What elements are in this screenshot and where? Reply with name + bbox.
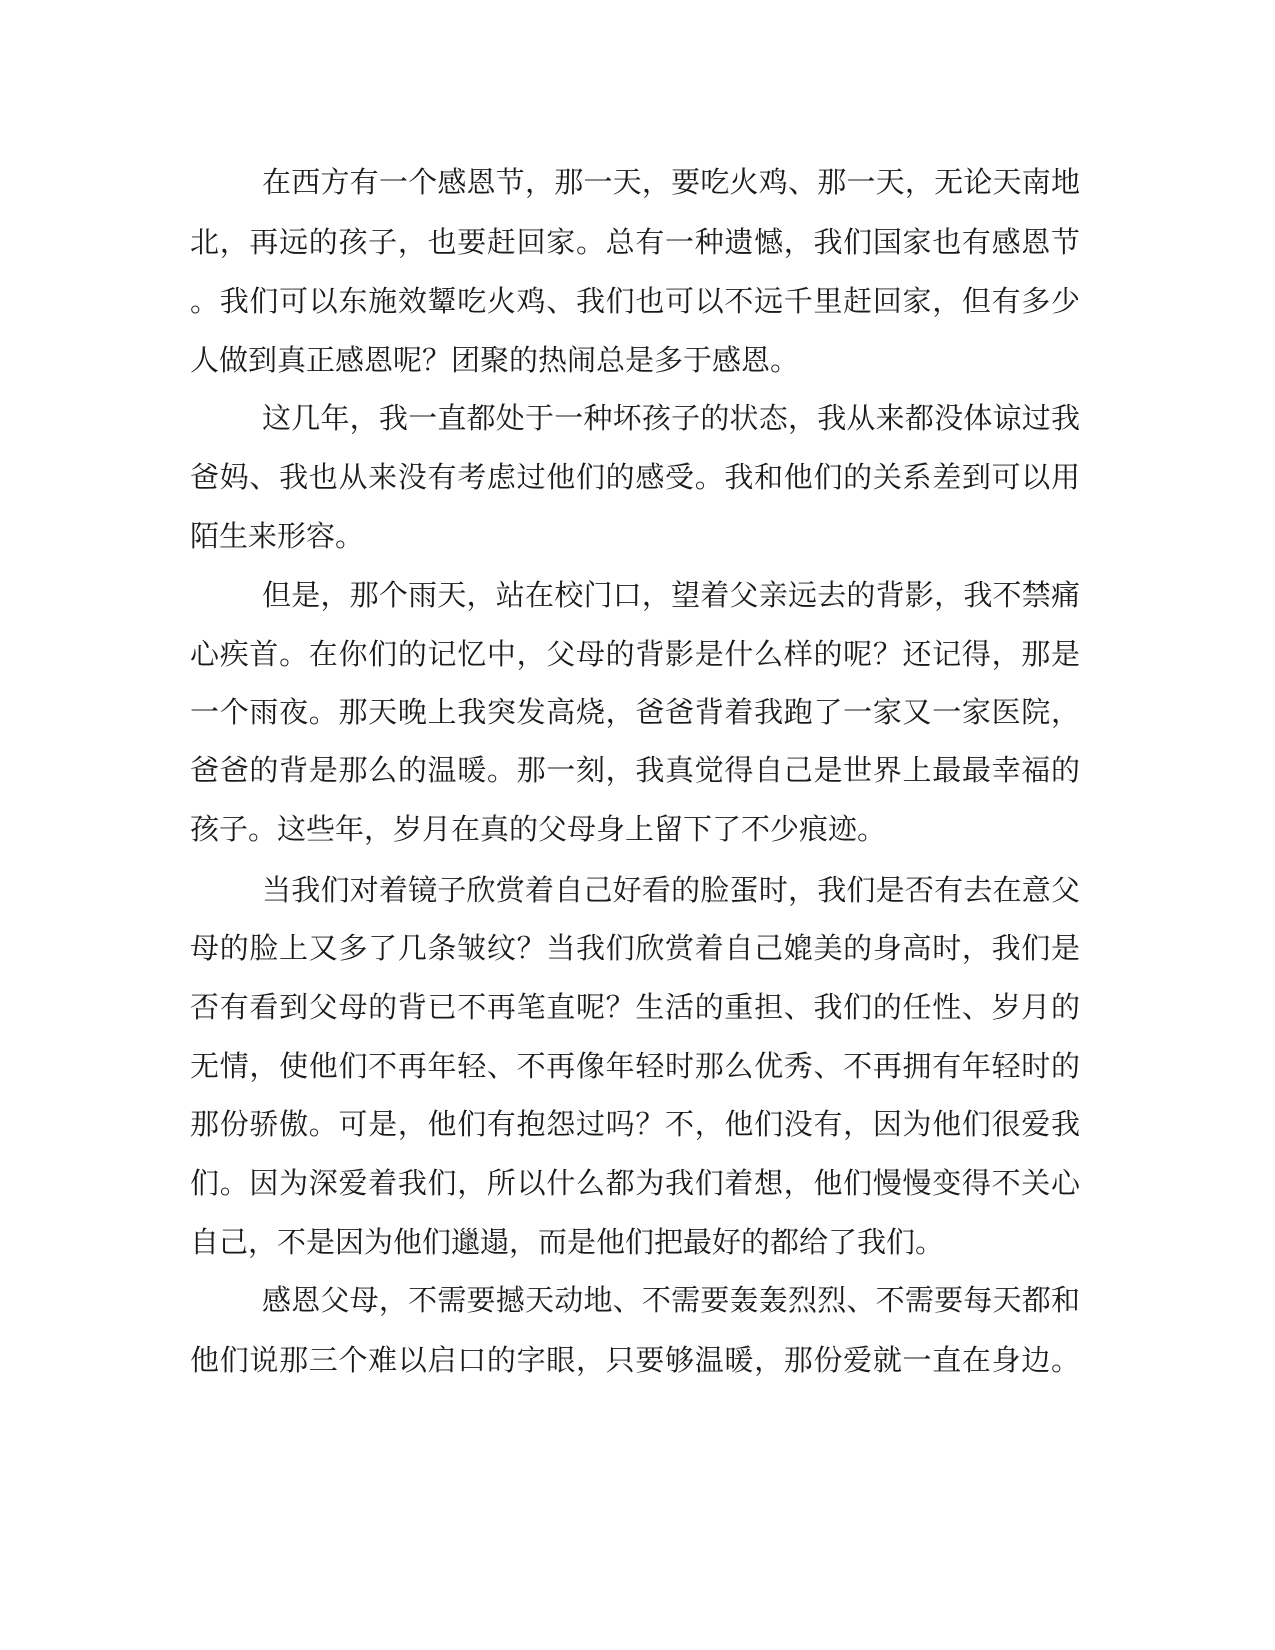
text-line: 自己，不是因为他们邋遢，而是他们把最好的都给了我们。 [190,1225,945,1259]
text-line: 孩子。这些年，岁月在真的父母身上留下了不少痕迹。 [190,812,887,846]
text-line: 他们说那三个难以启口的字眼，只要够温暖，那份爱就一直在身边。 [190,1343,1080,1377]
text-line: 在西方有一个感恩节，那一天，要吃火鸡、那一天，无论天南地 [262,165,1080,199]
text-line: 当我们对着镜子欣赏着自己好看的脸蛋时，我们是否有去在意父 [262,873,1080,907]
text-line: 们。因为深爱着我们，所以什么都为我们着想，他们慢慢变得不关心 [190,1166,1080,1200]
text-line: 北，再远的孩子，也要赶回家。总有一种遗憾，我们国家也有感恩节 [190,225,1080,259]
text-line: 爸爸的背是那么的温暖。那一刻，我真觉得自己是世界上最最幸福的 [190,753,1080,787]
text-line: 。我们可以东施效颦吃火鸡、我们也可以不远千里赶回家，但有多少 [190,284,1080,318]
text-line: 爸妈、我也从来没有考虑过他们的感受。我和他们的关系差到可以用 [190,460,1080,494]
text-line: 一个雨夜。那天晚上我突发高烧，爸爸背着我跑了一家又一家医院， [190,695,1080,729]
text-line: 但是，那个雨天，站在校门口，望着父亲远去的背影，我不禁痛 [262,578,1080,612]
text-line: 否有看到父母的背已不再笔直呢？生活的重担、我们的任性、岁月的 [190,990,1080,1024]
text-line: 这几年，我一直都处于一种坏孩子的状态，我从来都没体谅过我 [262,401,1080,435]
text-line: 感恩父母，不需要撼天动地、不需要轰轰烈烈、不需要每天都和 [262,1283,1080,1317]
text-line: 无情，使他们不再年轻、不再像年轻时那么优秀、不再拥有年轻时的 [190,1049,1080,1083]
text-line: 人做到真正感恩呢？团聚的热闹总是多于感恩。 [190,343,800,377]
text-line: 陌生来形容。 [190,519,365,553]
text-line: 心疾首。在你们的记忆中，父母的背影是什么样的呢？还记得，那是 [190,637,1080,671]
text-line: 母的脸上又多了几条皱纹？当我们欣赏着自己媲美的身高时，我们是 [190,931,1080,965]
text-line: 那份骄傲。可是，他们有抱怨过吗？不，他们没有，因为他们很爱我 [190,1107,1080,1141]
